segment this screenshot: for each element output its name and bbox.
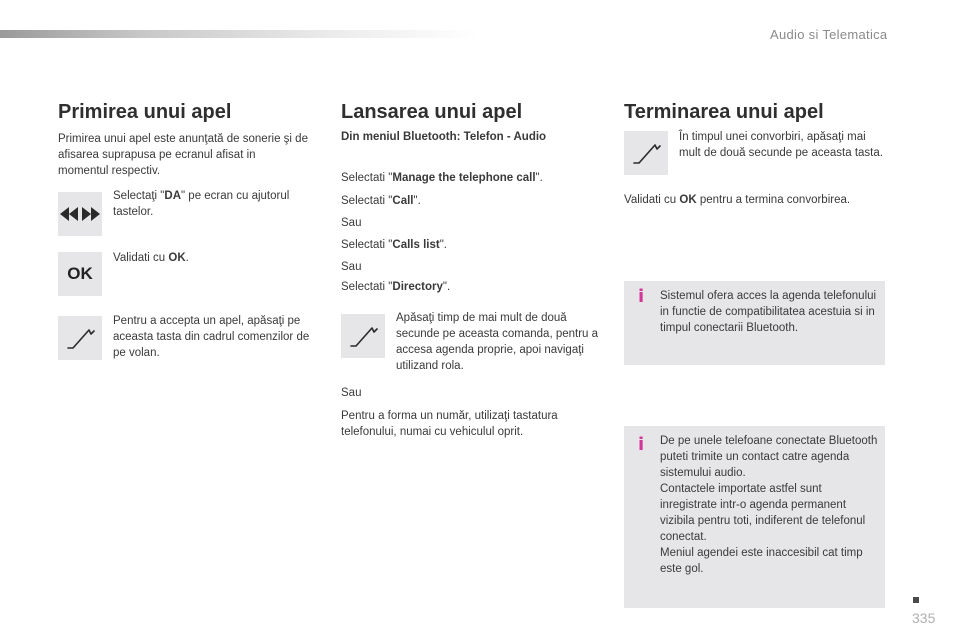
ok-label: OK bbox=[679, 194, 697, 206]
steering-wheel-phone-button-icon bbox=[58, 316, 102, 360]
steering-wheel-phone-button-icon bbox=[624, 131, 668, 175]
receive-call-intro: Primirea unui apel este anunţată de sonerie şi de afisarea suprapusa pe ecranul afisat in momentul respectiv. bbox=[58, 133, 308, 177]
steering-wheel-phone-button-icon bbox=[341, 314, 385, 358]
or-separator-2: Sau bbox=[341, 261, 362, 273]
or-separator-1: Sau bbox=[341, 217, 362, 229]
page-number: 335 bbox=[912, 610, 936, 626]
info-icon: i bbox=[638, 434, 645, 455]
header-title: Audio si Telematica bbox=[770, 27, 888, 42]
da-option-label: DA bbox=[164, 190, 182, 202]
section-title-end-call: Terminarea unui apel bbox=[624, 101, 824, 123]
ok-button-icon bbox=[58, 252, 102, 296]
hold-for-directory-text: Apăsaţi timp de mai mult de două secunde pe aceasta comanda, pentru a accesa agenda proprie, apoi navigaţi utilizand rola. bbox=[396, 312, 599, 372]
receive-step-select-da: Selectaţi "DA" pe ecran cu ajutorul tastelor. bbox=[113, 190, 290, 218]
info-box-agenda-access bbox=[624, 281, 885, 365]
info-box-agenda-text: Sistemul ofera acces la agenda telefonului in functie de compatibilitatea acestuia si in timpul conectarii Bluetooth. bbox=[660, 290, 877, 334]
ok-label: OK bbox=[168, 252, 186, 264]
info-icon: i bbox=[638, 286, 645, 307]
end-call-validate: Validati cu OK pentru a termina convorbirea. bbox=[624, 194, 851, 206]
end-call-hold-text: În timpul unei convorbiri, apăsaţi mai mult de două secunde pe aceasta tasta. bbox=[679, 131, 883, 159]
page-marker bbox=[913, 597, 919, 603]
receive-step-steering-button: Pentru a accepta un apel, apăsaţi pe aceasta tasta din cadrul comenzilor de pe volan. bbox=[113, 315, 310, 359]
receive-step-validate: Validati cu OK. bbox=[113, 252, 189, 264]
select-calls-list: Selectati "Calls list". bbox=[341, 239, 447, 251]
or-separator-3: Sau bbox=[341, 387, 362, 399]
section-title-receive-call: Primirea unui apel bbox=[58, 101, 232, 123]
section-title-place-call: Lansarea unui apel bbox=[341, 101, 523, 123]
header-gradient-bar bbox=[0, 30, 480, 38]
info-box-contact-text: De pe unele telefoane conectate Bluetooth puteti trimite un contact catre agenda sistemului audio. Contactele importate astfel sunt inregistrate intr-o agenda permanent vizibila pentru toti, indiferent de telefonul conectat. Meniul agendei este inaccesibil cat timp este gol. bbox=[660, 435, 878, 575]
dial-number-text: Pentru a forma un număr, utilizaţi tastatura telefonului, numai cu vehiculul oprit. bbox=[341, 410, 558, 438]
ok-icon-label: OK bbox=[67, 264, 93, 283]
select-manage-call: Selectati "Manage the telephone call". bbox=[341, 172, 543, 184]
info-box-contact-transfer bbox=[624, 426, 885, 608]
bluetooth-menu-path: Din meniul Bluetooth: Telefon - Audio bbox=[341, 131, 547, 143]
arrow-keys-icon bbox=[58, 192, 102, 236]
select-call: Selectati "Call". bbox=[341, 195, 421, 207]
select-directory: Selectati "Directory". bbox=[341, 281, 451, 293]
